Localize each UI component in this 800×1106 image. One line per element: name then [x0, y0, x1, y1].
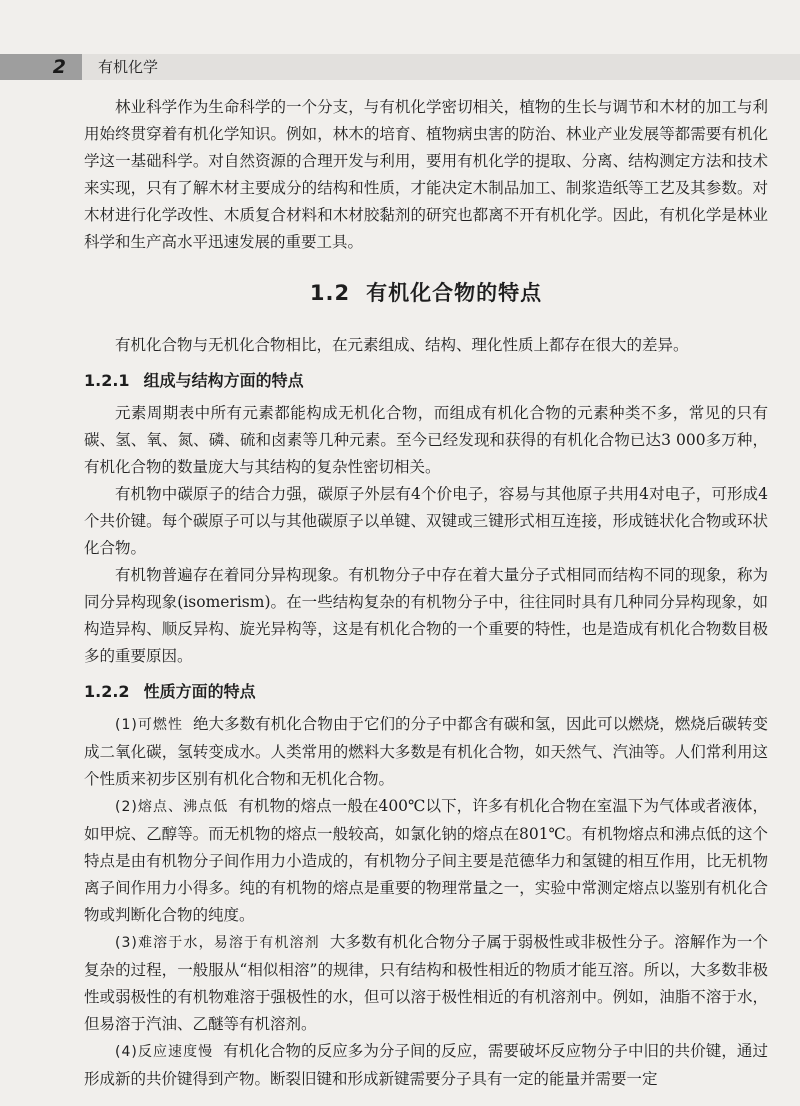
page-content: [84, 94, 768, 1093]
item-text: 绝大多数有机化合物由于它们的分子中都含有碳和氢，因此可以燃烧，燃烧后碳转变成二氧化碳，氢转变成水。人类常用的燃料大多数是有机化合物，如天然气、汽油等。人们常利用这个性质来初步区别有机化合物和无机化合物。: [84, 715, 768, 788]
page-number-box: [0, 54, 82, 80]
item-lead: (2)熔点、沸点低: [115, 799, 229, 815]
property-item: [84, 711, 768, 793]
item-lead: (4)反应速度慢: [115, 1044, 214, 1060]
paragraph: 有机物普遍存在着同分异构现象。有机物分子中存在着大量分子式相同而结构不同的现象，称为同分异构现象(isomerism)。在一些结构复杂的有机物分子中，往往同时具有几种同分异构现象，如构造异构、顺反异构、旋光异构等，这是有机化合物的一个重要的特性，也是造成有机化合物数目极多的重要原因。: [84, 566, 768, 665]
section-number: 1.2: [309, 281, 351, 305]
paragraph: 有机物中碳原子的结合力强，碳原子外层有4个价电子，容易与其他原子共用4对电子，可形成4个共价键。每个碳原子可以与其他碳原子以单键、双键或三键形式相互连接，形成链状化合物或环状化合物。: [84, 485, 768, 557]
item-text: 有机物的熔点一般在400℃以下，许多有机化合物在室温下为气体或者液体，如甲烷、乙醇等。而无机物的熔点一般较高，如氯化钠的熔点在801℃。有机物熔点和沸点低的这个特点是由有机物分子间作用力小造成的，有机物分子间主要是范德华力和氢键的相互作用，比无机物离子间作用力小得多。纯的有机物的熔点是重要的物理常量之一，实验中常测定熔点以鉴别有机化合物或判断化合物的纯度。: [84, 797, 768, 924]
property-item: [84, 1038, 768, 1093]
subsection-number: 1.2.1: [84, 371, 130, 390]
section-intro-paragraph: 有机化合物与无机化合物相比，在元素组成、结构、理化性质上都存在很大的差异。: [115, 336, 689, 354]
subsection-title: 性质方面的特点: [143, 682, 256, 701]
intro-paragraph: 林业科学作为生命科学的一个分支，与有机化学密切相关，植物的生长与调节和木材的加工与利用始终贯穿着有机化学知识。例如，林木的培育、植物病虫害的防治、林业产业发展等都需要有机化学这一基础科学。对自然资源的合理开发与利用，要用有机化学的提取、分离、结构测定方法和技术来实现，只有了解木材主要成分的结构和性质，才能决定木制品加工、制浆造纸等工艺及其参数。对木材进行化学改性、木质复合材料和木材胶黏剂的研究也都离不开有机化学。因此，有机化学是林业科学和生产高水平迅速发展的重要工具。: [84, 98, 768, 251]
item-lead: (1)可燃性: [115, 717, 183, 733]
section-heading: [84, 278, 768, 308]
property-item: [84, 793, 768, 929]
section-title: 有机化合物的特点: [366, 281, 543, 305]
subsection-number: 1.2.2: [84, 682, 130, 701]
paragraph: 元素周期表中所有元素都能构成无机化合物，而组成有机化合物的元素种类不多，常见的只有碳、氢、氧、氮、磷、硫和卤素等几种元素。至今已经发现和获得的有机化合物已达3 000多万种，有机化合物的数量庞大与其结构的复杂性密切相关。: [84, 404, 768, 476]
item-text: 有机化合物的反应多为分子间的反应，需要破坏反应物分子中旧的共价键，通过形成新的共价键得到产物。断裂旧键和形成新键需要分子具有一定的能量并需要一定: [84, 1042, 768, 1088]
subsection-heading-2: [84, 679, 768, 705]
subsection-heading-1: [84, 368, 768, 394]
property-item: [84, 929, 768, 1038]
item-text: 大多数有机化合物分子属于弱极性或非极性分子。溶解作为一个复杂的过程，一般服从“相似相溶”的规律，只有结构和极性相近的物质才能互溶。所以，大多数非极性或弱极性的有机物难溶于强极性的水，但可以溶于极性相近的有机溶剂中。例如，油脂不溶于水，但易溶于汽油、乙醚等有机溶剂。: [84, 933, 768, 1033]
subsection-title: 组成与结构方面的特点: [143, 371, 304, 390]
page-number: 2: [52, 56, 66, 78]
running-header-title: 有机化学: [98, 58, 159, 76]
item-lead: (3)难溶于水，易溶于有机溶剂: [115, 935, 320, 951]
